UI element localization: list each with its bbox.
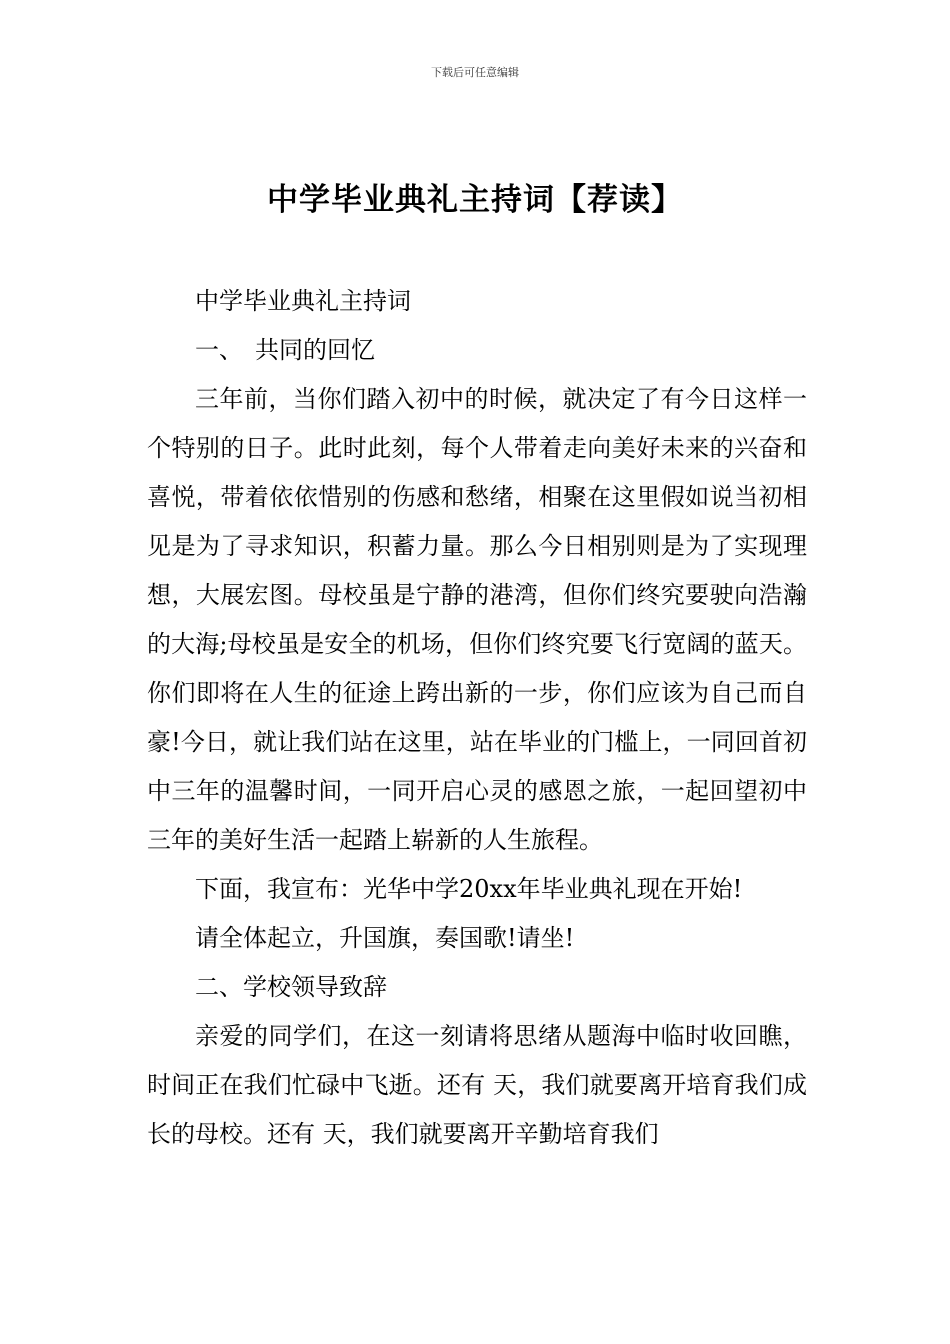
document-body — [147, 277, 807, 1159]
paragraph-subtitle: 中学毕业典礼主持词 — [195, 287, 411, 315]
paragraph-section-1-heading: 一、 共同的回忆 — [195, 336, 375, 364]
paragraph-flag-ceremony: 请全体起立，升国旗，奏国歌!请坐! — [195, 924, 575, 952]
paragraph-section-2-heading: 二、学校领导致辞 — [195, 973, 387, 1001]
document-title: 中学毕业典礼主持词【荐读】 — [267, 182, 683, 218]
header-note: 下载后可任意编辑 — [431, 66, 519, 79]
paragraph-opening-announcement: 下面，我宣布：光华中学20xx年毕业典礼现在开始! — [195, 875, 743, 903]
paragraph-leader-speech: 亲爱的同学们，在这一刻请将思绪从题海中临时收回瞧，时间正在我们忙碌中飞逝。还有 天，我们就要离开培育我们成长的母校。还有 天，我们就要离开辛勤培育我们 — [147, 1022, 807, 1148]
paragraph-memories: 三年前，当你们踏入初中的时候，就决定了有今日这样一个特别的日子。此时此刻，每个人带着走向美好未来的兴奋和喜悦，带着依依惜别的伤感和愁绪，相聚在这里假如说当初相见是为了寻求知识，积蓄力量。那么今日相别则是为了实现理想，大展宏图。母校虽是宁静的港湾，但你们终究要驶向浩瀚的大海;母校虽是安全的机场，但你们终究要飞行宽阔的蓝天。你们即将在人生的征途上跨出新的一步，你们应该为自己而自豪!今日，就让我们站在这里，站在毕业的门槛上，一同回首初中三年的温馨时间，一同开启心灵的感恩之旅，一起回望初中三年的美好生活一起踏上崭新的人生旅程。 — [147, 385, 807, 854]
